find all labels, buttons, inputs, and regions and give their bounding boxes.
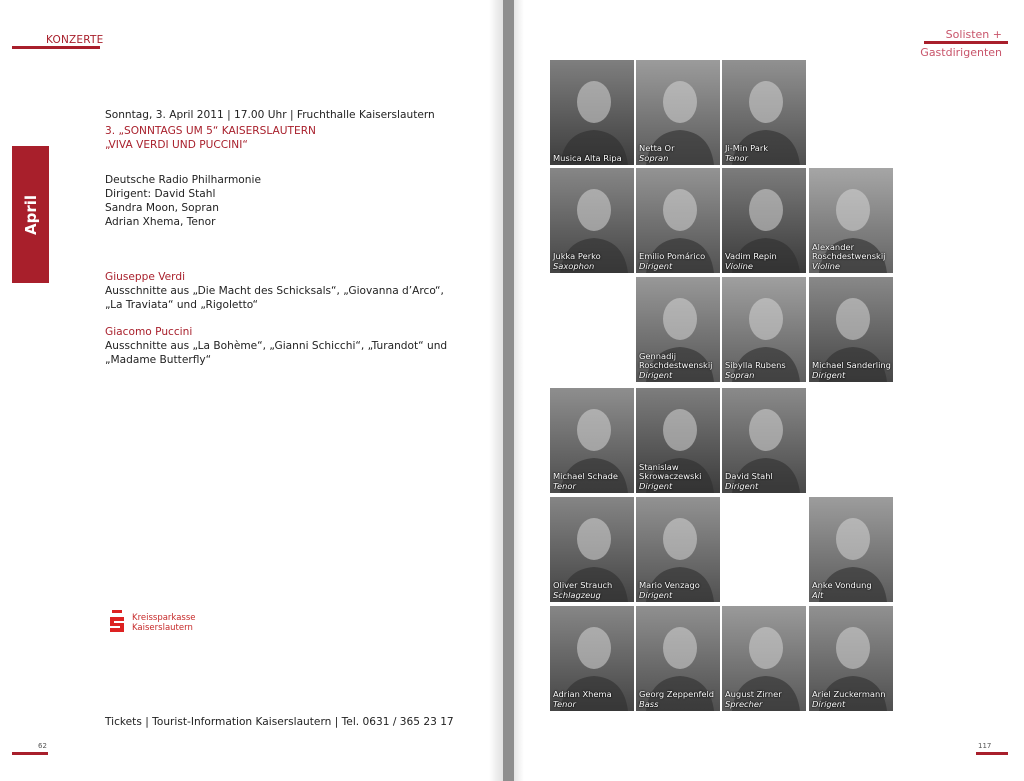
sparkasse-logo-icon xyxy=(106,610,128,634)
portrait-photo xyxy=(550,168,634,273)
performer-line: Adrian Xhema, Tenor xyxy=(105,216,216,228)
portrait-photo xyxy=(636,277,720,382)
portrait-caption xyxy=(639,144,674,163)
portrait-role: Violine xyxy=(725,260,754,271)
program-line: „Madame Butterfly“ xyxy=(105,354,212,366)
program-line: „La Traviata“ und „Rigoletto“ xyxy=(105,299,258,311)
portrait-caption xyxy=(553,581,612,600)
portrait-role: Alt xyxy=(812,589,824,600)
portrait-photo xyxy=(722,388,806,493)
performer-line: Sandra Moon, Sopran xyxy=(105,202,219,214)
portrait-name: Vadim Repin xyxy=(725,251,777,261)
left-page xyxy=(0,0,503,781)
portrait-name: Roschdestwenskij xyxy=(639,360,713,370)
gutter-shadow xyxy=(514,0,524,781)
portrait-caption xyxy=(725,361,786,380)
portrait-caption xyxy=(639,581,700,600)
portrait-photo xyxy=(809,497,893,602)
ticket-info: Tickets | Tourist-Information Kaiserslautern | Tel. 0631 / 365 23 17 xyxy=(105,716,454,728)
portrait-photo xyxy=(722,60,806,165)
program-line: Ausschnitte aus „La Bohème“, „Gianni Schicchi“, „Turandot“ und xyxy=(105,340,448,352)
portrait-photo xyxy=(550,60,634,165)
event-title-line: „VIVA VERDI UND PUCCINI“ xyxy=(105,139,248,151)
month-tab xyxy=(12,146,49,283)
portrait-role: Tenor xyxy=(725,152,748,163)
portrait-photo xyxy=(550,388,634,493)
portrait-name: Emilio Pomárico xyxy=(639,251,706,261)
portrait-role: Dirigent xyxy=(639,369,673,380)
portrait-name: Mario Venzago xyxy=(639,580,700,590)
portrait-caption xyxy=(725,472,773,491)
portrait-caption xyxy=(639,252,705,271)
portrait-name: Oliver Strauch xyxy=(553,580,613,590)
portrait-caption xyxy=(812,581,872,600)
portrait-name: Michael Sanderling xyxy=(812,360,891,370)
portrait-caption xyxy=(553,252,601,271)
right-page xyxy=(514,0,1024,781)
performer-line: Deutsche Radio Philharmonie xyxy=(105,174,261,186)
portrait-photo xyxy=(636,606,720,711)
gutter-shadow xyxy=(489,0,503,781)
portrait-photo xyxy=(809,606,893,711)
portrait-name: August Zirner xyxy=(725,689,782,699)
portrait-caption xyxy=(639,352,712,381)
portrait-photo xyxy=(722,606,806,711)
event-date-line: Sonntag, 3. April 2011 | 17.00 Uhr | Fruchthalle Kaiserslautern xyxy=(105,109,435,121)
soloists-rule xyxy=(924,41,1008,44)
portrait-role: Dirigent xyxy=(812,698,846,709)
portrait-role: Tenor xyxy=(553,698,576,709)
performer-line: Dirigent: David Stahl xyxy=(105,188,216,200)
event-series-line: 3. „SONNTAGS UM 5“ KAISERSLAUTERN xyxy=(105,125,316,137)
portrait-caption xyxy=(639,463,702,492)
portrait-photo xyxy=(722,277,806,382)
portrait-name: Alexander xyxy=(812,241,854,252)
portrait-role: Saxophon xyxy=(553,260,595,271)
portrait-photo xyxy=(550,497,634,602)
portrait-photo xyxy=(809,277,893,382)
portrait-role: Violine xyxy=(812,260,841,271)
portrait-photo xyxy=(722,168,806,273)
portrait-name: Netta Or xyxy=(639,143,675,153)
portrait-name: Adrian Xhema xyxy=(553,689,612,699)
month-tab-label: April xyxy=(21,194,40,235)
soloists-label: Solisten + xyxy=(945,28,1002,41)
section-label: KONZERTE xyxy=(46,34,104,46)
portrait-name: Musica Alta Ripa xyxy=(553,152,622,163)
portrait-caption xyxy=(725,144,768,163)
portrait-name: Michael Schade xyxy=(553,471,618,481)
program-line: Ausschnitte aus „Die Macht des Schicksals“, „Giovanna d’Arco“, xyxy=(105,285,444,297)
portrait-name: Sibylla Rubens xyxy=(725,360,786,370)
portrait-caption xyxy=(553,690,612,709)
portrait-photo xyxy=(550,606,634,711)
portrait-name: Ariel Zuckermann xyxy=(812,689,886,699)
sponsor-city: Kaiserslautern xyxy=(132,623,193,633)
portrait-photo xyxy=(809,168,893,273)
portrait-photo xyxy=(636,60,720,165)
portrait-silhouette-icon xyxy=(550,60,634,165)
portrait-role: Dirigent xyxy=(639,480,673,491)
portrait-caption xyxy=(812,690,886,709)
portrait-caption xyxy=(812,361,891,380)
page-number: 117 xyxy=(978,742,992,750)
composer-name: Giacomo Puccini xyxy=(105,326,193,338)
portrait-name: Ji-Min Park xyxy=(725,143,769,153)
section-rule xyxy=(12,46,100,49)
portrait-role: Sopran xyxy=(639,152,669,163)
portrait-role: Bass xyxy=(639,698,659,709)
portrait-name: Jukka Perko xyxy=(553,251,601,261)
portrait-name: Anke Vondung xyxy=(812,580,872,590)
portrait-caption xyxy=(639,690,714,709)
portrait-role: Dirigent xyxy=(725,480,759,491)
portrait-name: Gennadij xyxy=(639,350,677,361)
portrait-caption xyxy=(725,690,782,709)
portrait-role: Schlagzeug xyxy=(553,589,601,600)
portrait-photo xyxy=(636,168,720,273)
portrait-caption xyxy=(812,243,885,272)
portrait-name: Roschdestwenskij xyxy=(812,251,886,261)
portrait-role: Sopran xyxy=(725,369,755,380)
portrait-photo xyxy=(636,497,720,602)
composer-name: Giuseppe Verdi xyxy=(105,271,186,283)
portrait-name: David Stahl xyxy=(725,471,773,481)
portrait-role: Tenor xyxy=(553,480,576,491)
page-number-rule xyxy=(12,752,48,755)
guest-conductors-label: Gastdirigenten xyxy=(920,46,1002,59)
portrait-caption xyxy=(725,252,777,271)
portrait-name: Skrowaczewski xyxy=(639,471,702,481)
portrait-role: Sprecher xyxy=(725,698,763,709)
portrait-name: Stanislaw xyxy=(639,461,679,472)
portrait-caption xyxy=(553,472,618,491)
portrait-role: Dirigent xyxy=(639,589,673,600)
portrait-photo xyxy=(636,388,720,493)
portrait-role: Dirigent xyxy=(812,369,846,380)
sponsor-name: Kreissparkasse xyxy=(132,613,196,623)
portrait-name: Georg Zeppenfeld xyxy=(639,689,715,699)
portrait-role: Dirigent xyxy=(639,260,673,271)
page-number-rule xyxy=(976,752,1008,755)
portrait-caption xyxy=(553,154,622,164)
page-number: 62 xyxy=(38,742,47,750)
